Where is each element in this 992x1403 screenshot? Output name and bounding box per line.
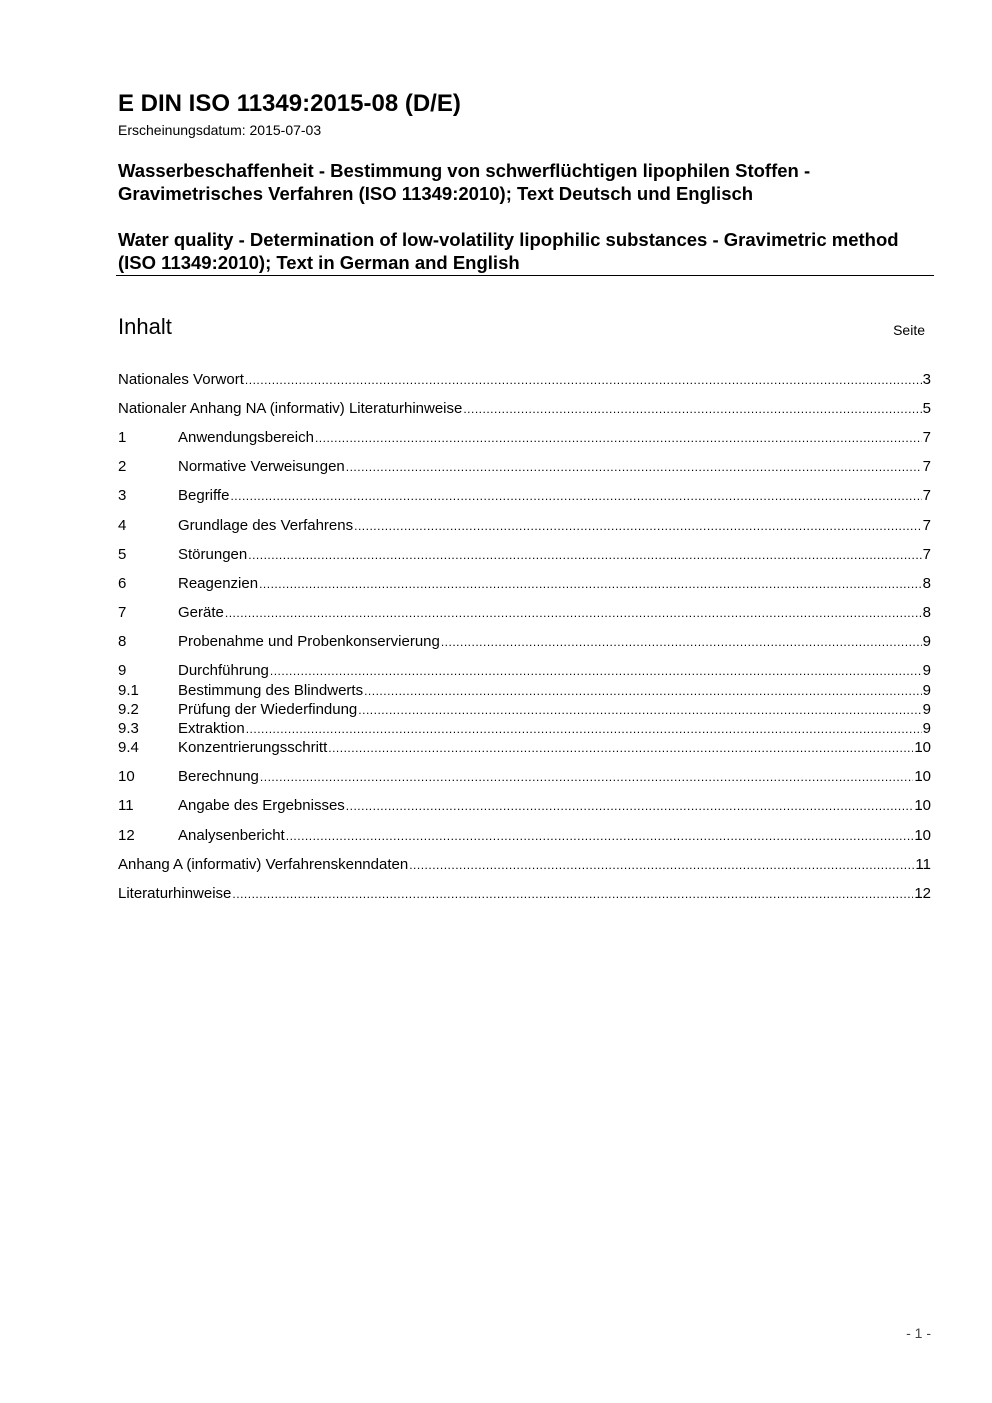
toc-entry-page: 5 <box>922 400 931 417</box>
toc-entry[interactable] <box>118 429 931 447</box>
toc-entry[interactable] <box>118 720 931 738</box>
toc-entry-title: Berechnung <box>178 768 259 785</box>
toc-entry[interactable] <box>118 575 931 593</box>
title-english: Water quality - Determination of low-volatility lipophilic substances - Gravimetric method (ISO 11349:2010); Text in German and English <box>118 229 899 273</box>
toc-entry-page: 7 <box>922 546 931 563</box>
toc-entry[interactable] <box>118 827 931 845</box>
toc-entry-page: 3 <box>922 371 931 388</box>
toc-entry-title: Literaturhinweise <box>118 885 232 902</box>
toc-entry-number: 1 <box>118 429 127 446</box>
toc-entry-title: Anwendungsbereich <box>178 429 314 446</box>
toc-entry-number: 9 <box>118 662 127 679</box>
toc-dot-leader <box>354 517 922 535</box>
toc-entry-title: Extraktion <box>178 720 245 737</box>
toc-entry-number: 7 <box>118 604 127 621</box>
toc-entry-page: 9 <box>922 701 931 718</box>
toc-entry-title: Begriffe <box>178 487 230 504</box>
toc-heading: Inhalt <box>118 314 172 339</box>
toc-entry-page: 10 <box>914 739 931 756</box>
toc-entry-title: Normative Verweisungen <box>178 458 345 475</box>
toc-entry-page: 9 <box>922 633 931 650</box>
toc-entry-page: 8 <box>922 604 931 621</box>
toc-dot-leader <box>409 856 914 874</box>
toc-entry-title: Angabe des Ergebnisses <box>178 797 345 814</box>
toc-entry-title: Prüfung der Wiederfindung <box>178 701 358 718</box>
toc-entry[interactable] <box>118 797 931 815</box>
toc-entry[interactable] <box>118 633 931 651</box>
toc-entry-number: 3 <box>118 487 127 504</box>
toc-entry-number: 8 <box>118 633 127 650</box>
toc-entry-number: 5 <box>118 546 127 563</box>
toc-entry[interactable] <box>118 517 931 535</box>
toc-entry-page: 7 <box>922 458 931 475</box>
toc-entry[interactable] <box>118 662 931 680</box>
toc-entry-page: 12 <box>914 885 931 902</box>
toc-entry-page: 7 <box>922 487 931 504</box>
title-german: Wasserbeschaffenheit - Bestimmung von schwerflüchtigen lipophilen Stoffen - Gravimetrisches Verfahren (ISO 11349:2010); Text Deutsch und Englisch <box>118 160 811 204</box>
toc-entry-title: Geräte <box>178 604 224 621</box>
toc-dot-leader <box>248 546 921 564</box>
page-number: - 1 - <box>906 1325 931 1341</box>
toc-dot-leader <box>441 633 922 651</box>
toc-entry[interactable] <box>118 400 931 418</box>
toc-entry[interactable] <box>118 487 931 505</box>
toc-entry-number: 9.3 <box>118 720 139 737</box>
toc-dot-leader <box>259 575 922 593</box>
toc-entry-title: Analysenbericht <box>178 827 285 844</box>
toc-entry-title: Reagenzien <box>178 575 259 592</box>
toc-dot-leader <box>230 487 921 505</box>
toc-entry-page: 9 <box>922 662 931 679</box>
toc-entry-page: 7 <box>922 517 931 534</box>
toc-entry[interactable] <box>118 739 931 757</box>
toc-entry-title: Durchführung <box>178 662 269 679</box>
toc-dot-leader <box>270 662 922 680</box>
toc-entry[interactable] <box>118 546 931 564</box>
toc-entry[interactable] <box>118 371 931 389</box>
toc-dot-leader <box>225 604 922 622</box>
toc-entry-title: Probenahme und Probenkonservierung <box>178 633 440 650</box>
document-id: E DIN ISO 11349:2015-08 (D/E) <box>118 90 461 117</box>
toc-entry-title: Grundlage des Verfahrens <box>178 517 354 534</box>
toc-entry[interactable] <box>118 856 931 874</box>
toc-entry-title: Nationaler Anhang NA (informativ) Literaturhinweise <box>118 400 463 417</box>
toc-entry-number: 6 <box>118 575 127 592</box>
toc-entry-number: 9.1 <box>118 682 139 699</box>
toc-dot-leader <box>315 429 922 447</box>
toc-entry-page: 9 <box>922 720 931 737</box>
toc-entry[interactable] <box>118 768 931 786</box>
header-divider <box>116 275 934 276</box>
toc-dot-leader <box>358 701 921 719</box>
publication-date: Erscheinungsdatum: 2015-07-03 <box>118 122 322 138</box>
toc-entry-number: 4 <box>118 517 127 534</box>
toc-entry-page: 8 <box>922 575 931 592</box>
toc-entry-title: Störungen <box>178 546 248 563</box>
toc-dot-leader <box>245 371 922 389</box>
toc-dot-leader <box>260 768 913 786</box>
toc-dot-leader <box>463 400 921 418</box>
toc-entry-title: Konzentrierungsschritt <box>178 739 328 756</box>
toc-entry-title: Bestimmung des Blindwerts <box>178 682 364 699</box>
toc-entry-page: 9 <box>922 682 931 699</box>
toc-dot-leader <box>346 797 914 815</box>
toc-entry-page: 10 <box>914 768 931 785</box>
toc-entry-number: 12 <box>118 827 135 844</box>
toc-entry[interactable] <box>118 604 931 622</box>
toc-dot-leader <box>364 682 922 700</box>
toc-dot-leader <box>346 458 922 476</box>
toc-entry-number: 11 <box>118 797 134 814</box>
toc-entry[interactable] <box>118 885 931 903</box>
toc-entry-page: 11 <box>915 856 931 873</box>
toc-entry-page: 7 <box>922 429 931 446</box>
toc-entry-number: 10 <box>118 768 135 785</box>
toc-entry-number: 9.4 <box>118 739 139 756</box>
toc-page-column-label: Seite <box>893 322 925 338</box>
toc-entry-page: 10 <box>914 797 931 814</box>
toc-dot-leader <box>328 739 913 757</box>
toc-entry-page: 10 <box>914 827 931 844</box>
toc-entry-number: 9.2 <box>118 701 139 718</box>
toc-entry[interactable] <box>118 458 931 476</box>
toc-entry-title: Nationales Vorwort <box>118 371 244 388</box>
toc-entry[interactable] <box>118 701 931 719</box>
toc-dot-leader <box>246 720 922 738</box>
toc-dot-leader <box>286 827 914 845</box>
toc-entry-number: 2 <box>118 458 127 475</box>
toc-dot-leader <box>232 885 913 903</box>
toc-entry[interactable] <box>118 682 931 700</box>
toc-entry-title: Anhang A (informativ) Verfahrenskenndaten <box>118 856 409 873</box>
